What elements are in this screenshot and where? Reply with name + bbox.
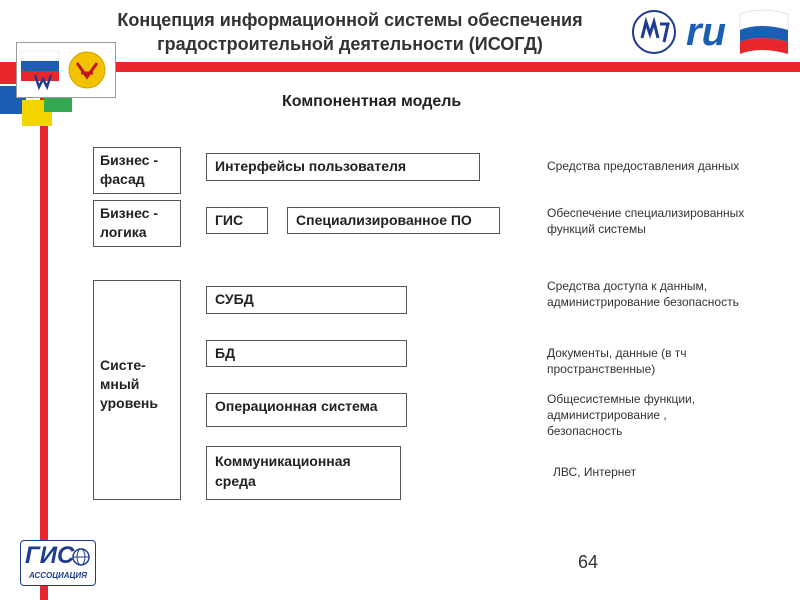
component-db-label: БД [215, 345, 236, 361]
component-comm-env [206, 446, 401, 500]
description-specialized-functions: Обеспечение специализированных функций системы [547, 206, 745, 236]
description-network: ЛВС, Интернет [553, 465, 637, 479]
ru-logo-text: ru [686, 10, 726, 54]
description-system-functions: Общесистемные функции, администрирование , безопасность [547, 392, 696, 438]
component-os [206, 393, 407, 427]
component-specialized-software [287, 207, 500, 234]
component-user-interfaces [206, 153, 480, 181]
top-right-logo [630, 8, 790, 56]
red-bar [0, 62, 800, 72]
description-data-access: Средства доступа к данным, администрирование безопасность [547, 279, 739, 309]
component-gis [206, 207, 268, 234]
page-number: 64 [578, 552, 599, 572]
flag-emblem-icon [17, 43, 115, 97]
page-title [70, 8, 630, 56]
layer-system-level [93, 280, 181, 500]
component-comm-env-label: Коммуникационная среда [215, 453, 351, 489]
layer-business-logic-label: Бизнес - логика [100, 205, 159, 240]
left-red-line [40, 72, 48, 600]
title-line-2: градостроительной деятельности (ИСОГД) [157, 34, 543, 54]
gis-logo-text: ГИС [25, 542, 75, 569]
title-line-1: Концепция информационной системы обеспечения [117, 10, 583, 30]
layer-business-facade-label: Бизнес - фасад [100, 152, 159, 187]
gis-association-logo [20, 540, 96, 586]
globe-icon [71, 547, 91, 567]
layer-business-facade [93, 147, 181, 194]
component-db [206, 340, 407, 367]
component-specialized-software-label: Специализированное ПО [296, 212, 472, 228]
layer-system-level-label: Систе- мный уровень [100, 357, 158, 411]
diagram-subtitle: Компонентная модель [282, 93, 462, 110]
component-dbms [206, 286, 407, 314]
component-os-label: Операционная система [215, 398, 378, 414]
gis-logo-subtext: АССОЦИАЦИЯ [29, 571, 87, 580]
component-dbms-label: СУБД [215, 291, 254, 307]
layer-business-logic [93, 200, 181, 247]
component-gis-label: ГИС [215, 212, 244, 228]
top-left-logo [16, 42, 116, 98]
description-documents-data: Документы, данные (в тч пространственные) [547, 346, 687, 376]
description-data-provision: Средства предоставления данных [547, 159, 740, 173]
component-user-interfaces-label: Интерфейсы пользователя [215, 158, 407, 174]
